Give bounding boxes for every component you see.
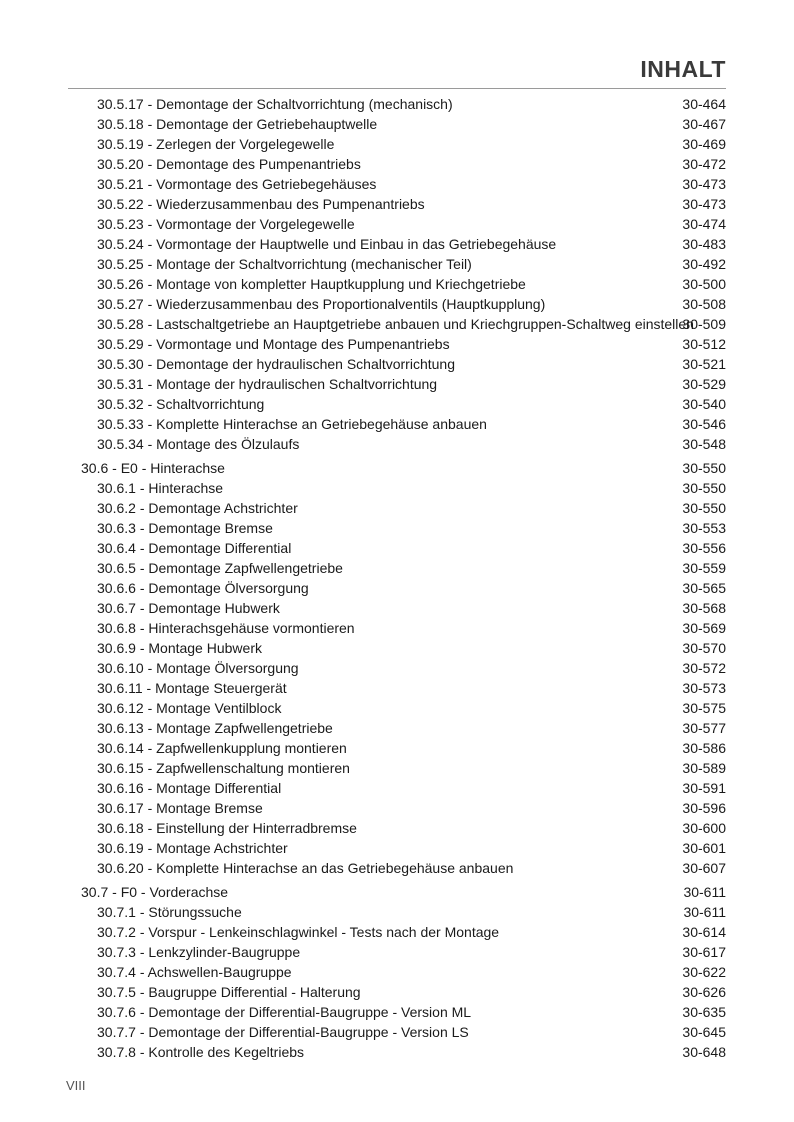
toc-entry[interactable] (0, 174, 794, 194)
toc-entry[interactable] (0, 394, 794, 414)
toc-entry[interactable] (0, 718, 794, 738)
toc-entry-title: 30.6.9 - Montage Hubwerk (97, 640, 262, 656)
toc-entry-title: 30.6 - E0 - Hinterachse (81, 460, 225, 476)
toc-entry[interactable] (0, 982, 794, 1002)
toc-entry-title: 30.6.17 - Montage Bremse (97, 800, 263, 816)
toc-entry-page: 30-575 (682, 700, 726, 716)
toc-entry-title: 30.6.7 - Demontage Hubwerk (97, 600, 280, 616)
toc-entry-page: 30-464 (682, 96, 726, 112)
toc-entry[interactable] (0, 314, 794, 334)
toc-entry[interactable] (0, 858, 794, 878)
toc-entry-title: 30.6.2 - Demontage Achstrichter (97, 500, 298, 516)
toc-entry-page: 30-492 (682, 256, 726, 272)
toc-entry[interactable] (0, 558, 794, 578)
toc-entry-title: 30.6.19 - Montage Achstrichter (97, 840, 288, 856)
toc-entry-page: 30-577 (682, 720, 726, 736)
toc-entry[interactable] (0, 498, 794, 518)
page-title: INHALT (640, 56, 726, 82)
toc-entry-page: 30-521 (682, 356, 726, 372)
toc-entry-page: 30-529 (682, 376, 726, 392)
toc-entry-title: 30.6.15 - Zapfwellenschaltung montieren (97, 760, 350, 776)
toc-entry-page: 30-467 (682, 116, 726, 132)
toc-entry[interactable] (0, 618, 794, 638)
toc-entry-title: 30.7.8 - Kontrolle des Kegeltriebs (97, 1044, 305, 1060)
toc-section-entry[interactable] (0, 458, 794, 478)
toc-entry-title: 30.6.16 - Montage Differential (97, 780, 282, 796)
toc-entry[interactable] (0, 194, 794, 214)
toc-entry[interactable] (0, 478, 794, 498)
toc-entry-page: 30-509 (682, 316, 726, 332)
toc-entry[interactable] (0, 818, 794, 838)
toc-entry-page: 30-473 (682, 176, 726, 192)
toc-entry-page: 30-500 (682, 276, 726, 292)
toc-entry-page: 30-540 (682, 396, 726, 412)
toc-entry[interactable] (0, 1042, 794, 1062)
toc-entry-title: 30.5.30 - Demontage der hydraulischen Schaltvorrichtung (97, 356, 455, 372)
toc-entry-page: 30-474 (682, 216, 726, 232)
toc-entry[interactable] (0, 234, 794, 254)
toc-entry-page: 30-553 (682, 520, 726, 536)
toc-entry-page: 30-573 (682, 680, 726, 696)
toc-entry-title: 30.5.25 - Montage der Schaltvorrichtung (mechanischer Teil) (97, 256, 472, 272)
toc-entry[interactable] (0, 254, 794, 274)
toc-entry-page: 30-635 (682, 1004, 726, 1020)
toc-entry-page: 30-550 (682, 500, 726, 516)
toc-section-entry[interactable] (0, 882, 794, 902)
toc-entry-title: 30.5.23 - Vormontage der Vorgelegewelle (97, 216, 355, 232)
toc-entry[interactable] (0, 758, 794, 778)
footer-page-number: VIII (66, 1078, 86, 1093)
toc-entry-page: 30-586 (682, 740, 726, 756)
toc-entry-page: 30-591 (682, 780, 726, 796)
toc-entry-page: 30-483 (682, 236, 726, 252)
toc-entry-page: 30-565 (682, 580, 726, 596)
toc-entry[interactable] (0, 658, 794, 678)
header-divider (68, 88, 726, 89)
toc-entry-page: 30-469 (682, 136, 726, 152)
toc-entry[interactable] (0, 638, 794, 658)
toc-entry[interactable] (0, 902, 794, 922)
toc-entry-page: 30-472 (682, 156, 726, 172)
toc-entry-title: 30.5.21 - Vormontage des Getriebegehäuses (97, 176, 377, 192)
toc-entry-title: 30.7 - F0 - Vorderachse (81, 884, 229, 900)
toc-entry[interactable] (0, 838, 794, 858)
toc-entry-page: 30-550 (682, 480, 726, 496)
toc-entry-title: 30.6.11 - Montage Steuergerät (97, 680, 287, 696)
toc-entry-title: 30.6.3 - Demontage Bremse (97, 520, 273, 536)
toc-entry-page: 30-570 (682, 640, 726, 656)
toc-entry-title: 30.7.3 - Lenkzylinder-Baugruppe (97, 944, 301, 960)
toc-entry-page: 30-617 (682, 944, 726, 960)
toc-entry-page: 30-559 (682, 560, 726, 576)
toc-entry-title: 30.6.1 - Hinterachse (97, 480, 224, 496)
toc-entry-title: 30.6.12 - Montage Ventilblock (97, 700, 282, 716)
toc-entry[interactable] (0, 598, 794, 618)
toc-entry-title: 30.6.8 - Hinterachsgehäuse vormontieren (97, 620, 355, 636)
toc-entry-title: 30.6.13 - Montage Zapfwellengetriebe (97, 720, 333, 736)
toc-entry-title: 30.6.5 - Demontage Zapfwellengetriebe (97, 560, 343, 576)
toc-entry-title: 30.5.26 - Montage von kompletter Hauptkupplung und Kriechgetriebe (97, 276, 526, 292)
toc-entry-page: 30-611 (683, 884, 726, 900)
toc-entry[interactable] (0, 114, 794, 134)
toc-entry-title: 30.5.27 - Wiederzusammenbau des Proportionalventils (Hauptkupplung) (97, 296, 546, 312)
toc-entry[interactable] (0, 518, 794, 538)
toc-entry[interactable] (0, 294, 794, 314)
toc-entry-page: 30-508 (682, 296, 726, 312)
toc-entry[interactable] (0, 274, 794, 294)
toc-entry[interactable] (0, 538, 794, 558)
toc-entry-page: 30-614 (682, 924, 726, 940)
toc-entry[interactable] (0, 154, 794, 174)
toc-entry-page: 30-556 (682, 540, 726, 556)
toc-entry-title: 30.5.18 - Demontage der Getriebehauptwelle (97, 116, 378, 132)
toc-entry[interactable] (0, 778, 794, 798)
toc-entry-page: 30-546 (682, 416, 726, 432)
toc-entry-title: 30.6.4 - Demontage Differential (97, 540, 292, 556)
toc-entry[interactable] (0, 214, 794, 234)
toc-entry[interactable] (0, 374, 794, 394)
toc-entry-page: 30-600 (682, 820, 726, 836)
toc-entry-title: 30.5.17 - Demontage der Schaltvorrichtung (mechanisch) (97, 96, 453, 112)
toc-entry[interactable] (0, 1002, 794, 1022)
toc-entry-page: 30-512 (682, 336, 726, 352)
toc-entry-page: 30-626 (682, 984, 726, 1000)
toc-entry-page: 30-648 (682, 1044, 726, 1060)
toc-entry-title: 30.6.20 - Komplette Hinterachse an das Getriebegehäuse anbauen (97, 860, 514, 876)
toc-entry-title: 30.7.2 - Vorspur - Lenkeinschlagwinkel - Tests nach der Montage (97, 924, 500, 940)
toc-entry-title: 30.5.32 - Schaltvorrichtung (97, 396, 265, 412)
toc-entry[interactable] (0, 414, 794, 434)
toc-entry-page: 30-601 (682, 840, 726, 856)
toc-entry-page: 30-572 (682, 660, 726, 676)
toc-entry[interactable] (0, 698, 794, 718)
toc-entry-title: 30.6.14 - Zapfwellenkupplung montieren (97, 740, 347, 756)
toc-entry-title: 30.6.6 - Demontage Ölversorgung (97, 580, 309, 596)
toc-entry[interactable] (0, 134, 794, 154)
toc-entry-title: 30.5.33 - Komplette Hinterachse an Getriebegehäuse anbauen (97, 416, 487, 432)
table-of-contents (0, 94, 794, 1062)
toc-entry[interactable] (0, 434, 794, 454)
toc-entry-title: 30.7.4 - Achswellen-Baugruppe (97, 964, 292, 980)
toc-entry[interactable] (0, 962, 794, 982)
toc-entry-title: 30.5.24 - Vormontage der Hauptwelle und Einbau in das Getriebegehäuse (97, 236, 557, 252)
toc-entry-title: 30.7.6 - Demontage der Differential-Baugruppe - Version ML (97, 1004, 472, 1020)
toc-entry-title: 30.5.31 - Montage der hydraulischen Schaltvorrichtung (97, 376, 438, 392)
toc-entry-page: 30-550 (682, 460, 726, 476)
toc-entry[interactable] (0, 1022, 794, 1042)
toc-entry-page: 30-607 (682, 860, 726, 876)
toc-entry-title: 30.5.28 - Lastschaltgetriebe an Hauptgetriebe anbauen und Kriechgruppen-Schaltweg einstellen (97, 316, 694, 332)
toc-entry-title: 30.7.1 - Störungssuche (97, 904, 242, 920)
toc-entry-page: 30-568 (682, 600, 726, 616)
toc-entry[interactable] (0, 578, 794, 598)
toc-entry-page: 30-569 (682, 620, 726, 636)
toc-entry-page: 30-622 (682, 964, 726, 980)
toc-entry[interactable] (0, 798, 794, 818)
toc-entry-page: 30-473 (682, 196, 726, 212)
toc-entry-page: 30-596 (682, 800, 726, 816)
toc-entry-title: 30.5.34 - Montage des Ölzulaufs (97, 436, 300, 452)
toc-entry-title: 30.5.29 - Vormontage und Montage des Pumpenantriebs (97, 336, 450, 352)
toc-entry-page: 30-589 (682, 760, 726, 776)
toc-entry-title: 30.5.19 - Zerlegen der Vorgelegewelle (97, 136, 335, 152)
toc-entry[interactable] (0, 678, 794, 698)
toc-entry-title: 30.5.22 - Wiederzusammenbau des Pumpenantriebs (97, 196, 425, 212)
toc-entry[interactable] (0, 922, 794, 942)
toc-entry[interactable] (0, 942, 794, 962)
toc-entry[interactable] (0, 94, 794, 114)
toc-entry-page: 30-611 (683, 904, 726, 920)
toc-entry-page: 30-548 (682, 436, 726, 452)
toc-entry[interactable] (0, 354, 794, 374)
toc-entry-title: 30.5.20 - Demontage des Pumpenantriebs (97, 156, 361, 172)
toc-entry-page: 30-645 (682, 1024, 726, 1040)
toc-entry-title: 30.6.18 - Einstellung der Hinterradbremse (97, 820, 357, 836)
toc-entry[interactable] (0, 738, 794, 758)
toc-entry-title: 30.6.10 - Montage Ölversorgung (97, 660, 299, 676)
toc-entry-title: 30.7.7 - Demontage der Differential-Baugruppe - Version LS (97, 1024, 469, 1040)
toc-entry[interactable] (0, 334, 794, 354)
toc-entry-title: 30.7.5 - Baugruppe Differential - Halterung (97, 984, 361, 1000)
